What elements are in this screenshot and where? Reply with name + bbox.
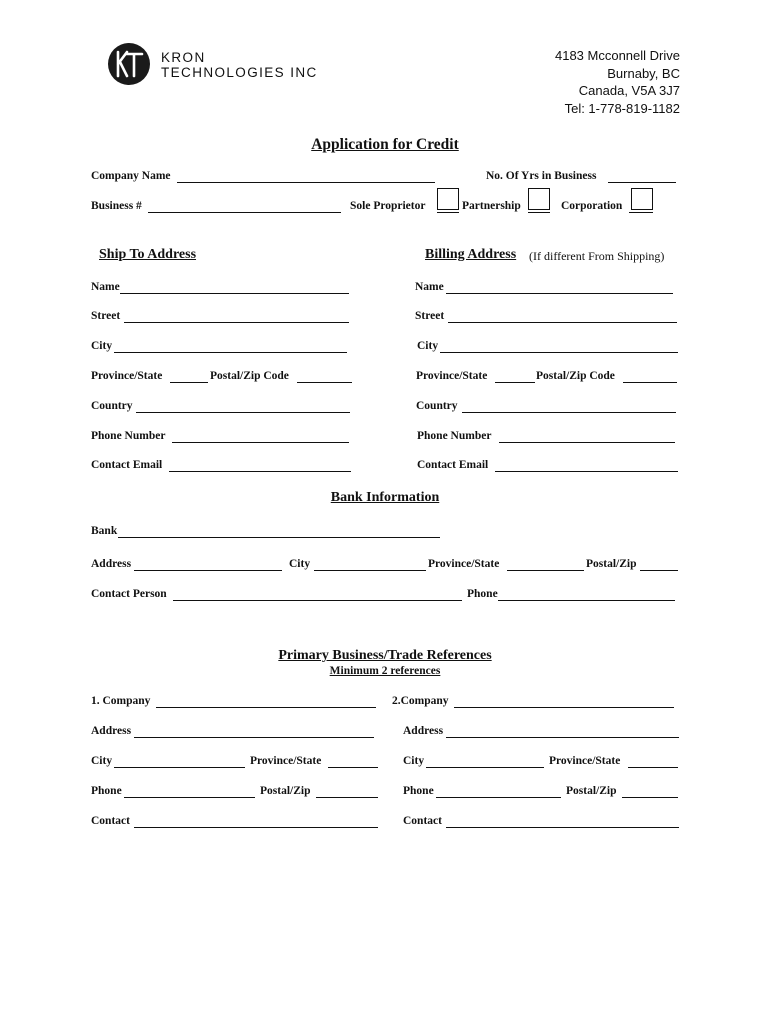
ref2-company-label: 2.Company xyxy=(392,695,449,707)
billing-country-label: Country xyxy=(416,400,458,412)
billing-country-field[interactable] xyxy=(462,400,676,413)
billing-name-field[interactable] xyxy=(446,281,673,294)
billing-city-label: City xyxy=(417,340,439,352)
partnership-line xyxy=(528,200,550,213)
billing-street-label: Street xyxy=(415,310,445,322)
ship-street-field[interactable] xyxy=(124,310,349,323)
billing-postal-field[interactable] xyxy=(623,370,677,383)
ref1-phone-field[interactable] xyxy=(124,785,255,798)
bank-phone-label: Phone xyxy=(467,588,498,600)
company-logo xyxy=(107,42,327,90)
billing-title: Billing Address xyxy=(425,247,517,262)
partnership-label: Partnership xyxy=(462,200,521,212)
ref1-province-field[interactable] xyxy=(328,755,378,768)
ref2-phone-field[interactable] xyxy=(436,785,561,798)
ref1-phone-label: Phone xyxy=(91,785,122,797)
billing-email-label: Contact Email xyxy=(417,459,489,471)
bank-province-field[interactable] xyxy=(507,558,584,571)
ref2-contact-field[interactable] xyxy=(446,815,679,828)
billing-name-label: Name xyxy=(415,281,444,293)
ref1-address-label: Address xyxy=(91,725,132,737)
address-phone: Tel: 1-778-819-1182 xyxy=(564,100,680,116)
ship-country-label: Country xyxy=(91,400,133,412)
ref2-postal-label: Postal/Zip xyxy=(566,785,617,797)
billing-phone-label: Phone Number xyxy=(417,430,492,442)
bank-phone-field[interactable] xyxy=(498,588,675,601)
sole-proprietor-label: Sole Proprietor xyxy=(350,200,426,212)
kt-logo-icon xyxy=(107,42,151,86)
ref1-province-label: Province/State xyxy=(250,755,322,767)
ship-city-label: City xyxy=(91,340,113,352)
ship-phone-label: Phone Number xyxy=(91,430,166,442)
billing-street-field[interactable] xyxy=(448,310,677,323)
address-line-1: 4183 Mcconnell Drive xyxy=(554,48,680,63)
bank-city-label: City xyxy=(289,558,311,570)
company-name-label: Company Name xyxy=(91,170,171,182)
company-name-field[interactable] xyxy=(177,170,435,183)
ref1-company-field[interactable] xyxy=(156,695,376,708)
ship-province-label: Province/State xyxy=(91,370,163,382)
ship-name-label: Name xyxy=(91,281,120,293)
corporation-line xyxy=(629,200,653,213)
ship-to-title: Ship To Address xyxy=(99,247,197,262)
address-line-3: Canada, V5A 3J7 xyxy=(578,83,680,98)
ref1-postal-label: Postal/Zip xyxy=(260,785,311,797)
corporation-label: Corporation xyxy=(561,200,623,212)
ref2-company-field[interactable] xyxy=(454,695,674,708)
bank-postal-label: Postal/Zip xyxy=(586,558,637,570)
bank-address-label: Address xyxy=(91,558,132,570)
bank-contact-label: Contact Person xyxy=(91,588,167,600)
logo-line-2: TECHNOLOGIES INC xyxy=(161,65,318,80)
ref2-city-field[interactable] xyxy=(426,755,544,768)
billing-email-field[interactable] xyxy=(495,459,678,472)
ref2-contact-label: Contact xyxy=(403,815,442,827)
ref2-address-label: Address xyxy=(403,725,444,737)
ship-phone-field[interactable] xyxy=(172,430,349,443)
yrs-in-business-label: No. Of Yrs in Business xyxy=(486,170,597,182)
ship-name-field[interactable] xyxy=(120,281,349,294)
references-subtitle: Minimum 2 references xyxy=(329,665,441,677)
billing-phone-field[interactable] xyxy=(499,430,675,443)
ref2-city-label: City xyxy=(403,755,425,767)
bank-label: Bank xyxy=(91,525,118,537)
logo-line-1: KRON xyxy=(161,50,206,65)
billing-province-field[interactable] xyxy=(495,370,535,383)
bank-city-field[interactable] xyxy=(314,558,426,571)
ref2-province-field[interactable] xyxy=(628,755,678,768)
ship-postal-label: Postal/Zip Code xyxy=(210,370,289,382)
ref2-address-field[interactable] xyxy=(446,725,679,738)
address-line-2: Burnaby, BC xyxy=(607,65,680,81)
ref2-province-label: Province/State xyxy=(549,755,621,767)
billing-note: (If different From Shipping) xyxy=(529,249,665,263)
ref1-city-field[interactable] xyxy=(114,755,245,768)
billing-province-label: Province/State xyxy=(416,370,488,382)
business-number-field[interactable] xyxy=(148,200,341,213)
company-address xyxy=(555,47,680,117)
ship-email-label: Contact Email xyxy=(91,459,163,471)
yrs-in-business-field[interactable] xyxy=(608,170,676,183)
billing-postal-label: Postal/Zip Code xyxy=(536,370,615,382)
ship-email-field[interactable] xyxy=(169,459,351,472)
bank-info-title: Bank Information xyxy=(330,490,440,505)
ship-city-field[interactable] xyxy=(114,340,347,353)
ref1-postal-field[interactable] xyxy=(316,785,378,798)
billing-city-field[interactable] xyxy=(440,340,678,353)
sole-proprietor-line xyxy=(437,200,459,213)
bank-postal-field[interactable] xyxy=(640,558,678,571)
page-title: Application for Credit xyxy=(311,136,459,153)
bank-field[interactable] xyxy=(118,525,440,538)
business-number-label: Business # xyxy=(91,200,142,212)
ref1-city-label: City xyxy=(91,755,113,767)
ship-postal-field[interactable] xyxy=(297,370,352,383)
ref1-contact-field[interactable] xyxy=(134,815,378,828)
bank-address-field[interactable] xyxy=(134,558,282,571)
ship-province-field[interactable] xyxy=(170,370,208,383)
ref1-address-field[interactable] xyxy=(134,725,374,738)
ref1-company-label: 1. Company xyxy=(91,695,151,707)
ship-country-field[interactable] xyxy=(136,400,350,413)
bank-province-label: Province/State xyxy=(428,558,500,570)
ref2-postal-field[interactable] xyxy=(622,785,678,798)
references-title: Primary Business/Trade References xyxy=(278,648,492,663)
ship-street-label: Street xyxy=(91,310,121,322)
ref1-contact-label: Contact xyxy=(91,815,130,827)
ref2-phone-label: Phone xyxy=(403,785,434,797)
bank-contact-field[interactable] xyxy=(173,588,462,601)
